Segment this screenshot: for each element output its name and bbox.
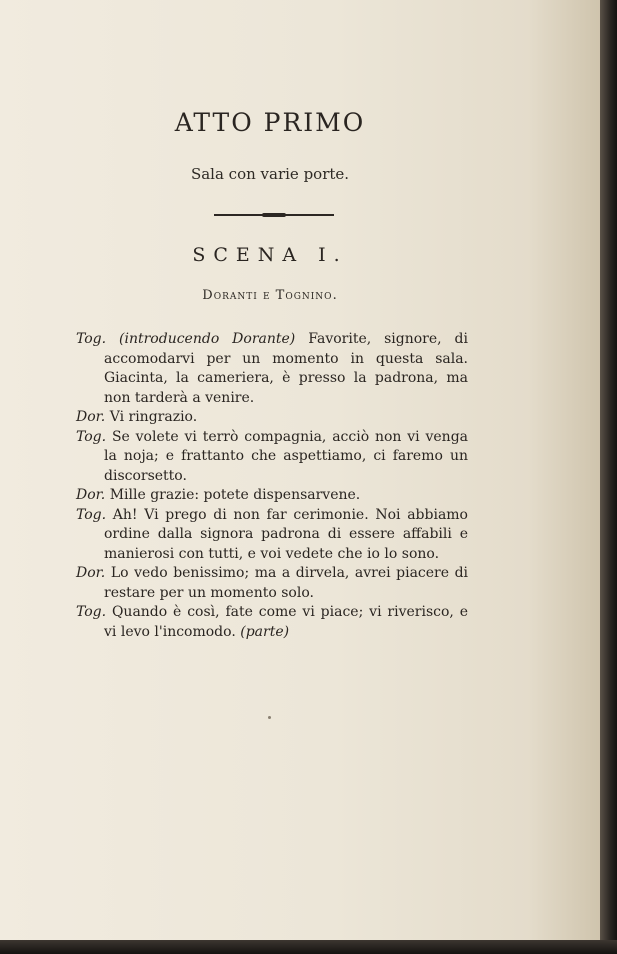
page-edge [600,0,617,954]
scene-title: SCENA I. [192,244,348,266]
speaker-name: Tog. [76,604,107,620]
speech-line [76,408,468,428]
scene-setting: Sala con varie porte. [190,165,350,183]
speech-line [76,428,468,487]
act-title: ATTO PRIMO [174,108,366,137]
speaker-name: Dor. [76,487,106,503]
speaker-name: Dor. [76,409,106,425]
speech-text: Quando è così, fate come vi piace; vi riverisco, e vi levo l'incomodo. [104,604,468,640]
speech-line [76,330,468,408]
speech-text: Ah! Vi prego di non far cerimonie. Noi abbiamo ordine dalla signora padrona di essere affabili e manierosi con tutti, e voi vedete che io lo sono. [104,506,468,562]
stage-direction: (parte) [240,623,290,640]
speech-text: Lo vedo benissimo; ma a dirvela, avrei piacere di restare per un momento solo. [104,565,469,601]
speech-line [76,486,468,506]
character-list: Doranti e Tognino. [202,288,338,303]
ink-speck [268,716,271,719]
speech-line [76,564,468,603]
speech-text: Favorite, signore, di accomodarvi per un momento in questa sala. Giacinta, la cameriera, è presso la padrona, ma non tarderà a venire. [104,331,468,406]
speech-text: Vi ringrazio. [109,409,198,425]
speech-line [76,506,468,565]
speech-text: Mille grazie: potete dispensarvene. [109,487,361,503]
ornamental-rule [214,214,334,216]
page-shadow [0,940,617,954]
speaker-name: Tog. [76,506,107,523]
speaker-name: Tog. [76,331,107,347]
speech-text: Se volete vi terrò compagnia, acciò non vi venga la noja; e frattanto che aspettiamo, ci faremo un discorsetto. [104,428,469,484]
dialogue [76,330,468,642]
stage-direction: (introducendo Dorante) [119,331,296,347]
speech-line [76,603,468,642]
speaker-name: Dor. [76,565,106,581]
speaker-name: Tog. [76,428,107,445]
